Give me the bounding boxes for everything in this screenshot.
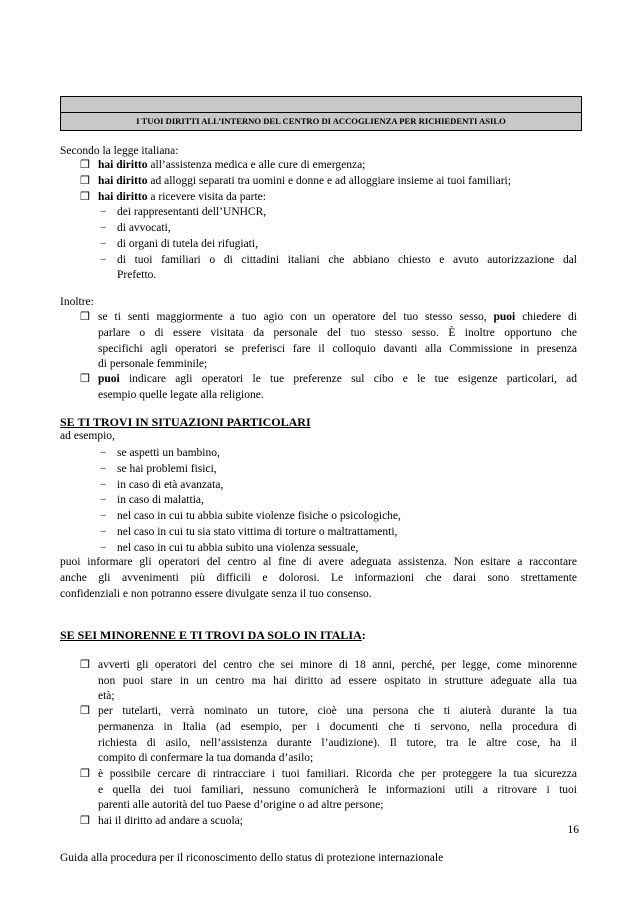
sub-item: dei rappresentanti dell’UNHCR, <box>117 206 267 218</box>
list-item: è possibile cercare di rintracciare i tuoi familiari. Ricorda che per proteggere la tua sicurezza <box>98 768 577 780</box>
list-item-continuation: specifichi agli operatori se preferisci fare il colloquio davanti alla Commissione in presenza <box>98 343 577 355</box>
paragraph-line: anche gli avvenimenti più difficili e dolorosi. Le informazioni che darai sono strettamente <box>60 572 577 584</box>
intro-legge: Secondo la legge italiana: <box>60 145 179 157</box>
list-item-continuation: compito di confermare la tua domanda d’asilo; <box>98 752 314 764</box>
dash-icon: − <box>100 463 107 475</box>
list-item: in caso di età avanzata, <box>117 479 224 491</box>
dash-icon: − <box>100 510 107 522</box>
list-item-continuation: non puoi stare in un centro ma hai diritto ad essere ospitato in strutture adeguate alla tua <box>98 675 577 687</box>
sub-item: di organi di tutela dei rifugiati, <box>117 238 258 250</box>
dash-icon: − <box>100 479 107 491</box>
list-item: se hai problemi fisici, <box>117 463 217 475</box>
intro-ad-esempio: ad esempio, <box>60 430 115 442</box>
list-item: se ti senti maggiormente a tuo agio con un operatore del tuo stesso sesso, puoi chiedere di <box>98 311 577 323</box>
sub-item: di avvocati, <box>117 222 171 234</box>
sub-item-continuation: Prefetto. <box>117 269 157 281</box>
list-item: per tutelarti, verrà nominato un tutore, cioè una persona che ti aiuterà durante la tua <box>98 705 577 717</box>
list-item: hai diritto all’assistenza medica e alle cure di emergenza; <box>98 159 366 171</box>
checkbox-icon: ❒ <box>80 768 90 780</box>
dash-icon: − <box>100 526 107 538</box>
dash-icon: − <box>100 254 107 266</box>
checkbox-icon: ❒ <box>80 373 90 385</box>
list-item-continuation: parenti alle autorità del tuo Paese d’origine o ad altre persone; <box>98 799 384 811</box>
list-item-continuation: di personale femminile; <box>98 358 208 370</box>
dash-icon: − <box>100 494 107 506</box>
list-item: se aspetti un bambino, <box>117 447 220 459</box>
heading-minorenne: SE SEI MINORENNE E TI TROVI DA SOLO IN ITALIA: <box>60 628 366 642</box>
page-footer: Guida alla procedura per il riconoscimento dello status di protezione internazionale <box>60 852 444 864</box>
checkbox-icon: ❒ <box>80 705 90 717</box>
list-item-continuation: età; <box>98 690 115 702</box>
list-item: avverti gli operatori del centro che sei minore di 18 anni, perché, per legge, come minorenne <box>98 659 577 671</box>
list-item: hai diritto ad alloggi separati tra uomini e donne e ad alloggiare insieme ai tuoi familiari; <box>98 175 511 187</box>
checkbox-icon: ❒ <box>80 175 90 187</box>
dash-icon: − <box>100 206 107 218</box>
list-item: in caso di malattia, <box>117 494 204 506</box>
list-item-continuation: parlare o di essere visitata da personale del tuo stesso sesso. È inoltre opportuno che <box>98 327 577 339</box>
dash-icon: − <box>100 238 107 250</box>
checkbox-icon: ❒ <box>80 659 90 671</box>
header-band <box>60 96 582 113</box>
list-item-continuation: richiesta di asilo, nell’assistenza durante l’audizione). Il tutore, tra le altre cose, ha il <box>98 737 577 749</box>
checkbox-icon: ❒ <box>80 159 90 171</box>
section-header-box <box>60 96 582 131</box>
heading-situazioni-particolari: SE TI TROVI IN SITUAZIONI PARTICOLARI <box>60 415 311 429</box>
checkbox-icon: ❒ <box>80 311 90 323</box>
page-number: 16 <box>567 824 579 836</box>
list-item-continuation: esempio quelle legate alla religione. <box>98 389 264 401</box>
checkbox-icon: ❒ <box>80 191 90 203</box>
dash-icon: − <box>100 542 107 554</box>
list-item-continuation: permanenza in Italia (ad esempio, per i documenti che ti servono, nella procedura di <box>98 721 577 733</box>
sub-item: di tuoi familiari o di cittadini italiani che abbiano chiesto e avuto autorizzazione dal <box>117 254 577 266</box>
list-item: nel caso in cui tu abbia subite violenze fisiche o psicologiche, <box>117 510 401 522</box>
list-item: nel caso in cui tu sia stato vittima di torture o maltrattamenti, <box>117 526 398 538</box>
dash-icon: − <box>100 447 107 459</box>
intro-inoltre: Inoltre: <box>60 296 94 308</box>
list-item: hai diritto a ricevere visita da parte: <box>98 191 266 203</box>
header-title: I TUOI DIRITTI ALL’INTERNO DEL CENTRO DI ACCOGLIENZA PER RICHIEDENTI ASILO <box>60 113 582 131</box>
list-item: hai il diritto ad andare a scuola; <box>98 815 243 827</box>
paragraph-line: puoi informare gli operatori del centro al fine di avere adeguata assistenza. Non esitare a raccontare <box>60 556 577 568</box>
list-item-continuation: e quella dei tuoi familiari, nessuno comunicherà le informazioni utili a ritrovare i tuoi <box>98 784 577 796</box>
dash-icon: − <box>100 222 107 234</box>
list-item: puoi indicare agli operatori le tue preferenze sul cibo e le tue esigenze particolari, ad <box>98 373 577 385</box>
checkbox-icon: ❒ <box>80 815 90 827</box>
paragraph-line: confidenziali e non potranno essere divulgate senza il tuo consenso. <box>60 588 372 600</box>
list-item: nel caso in cui tu abbia subito una violenza sessuale, <box>117 542 359 554</box>
